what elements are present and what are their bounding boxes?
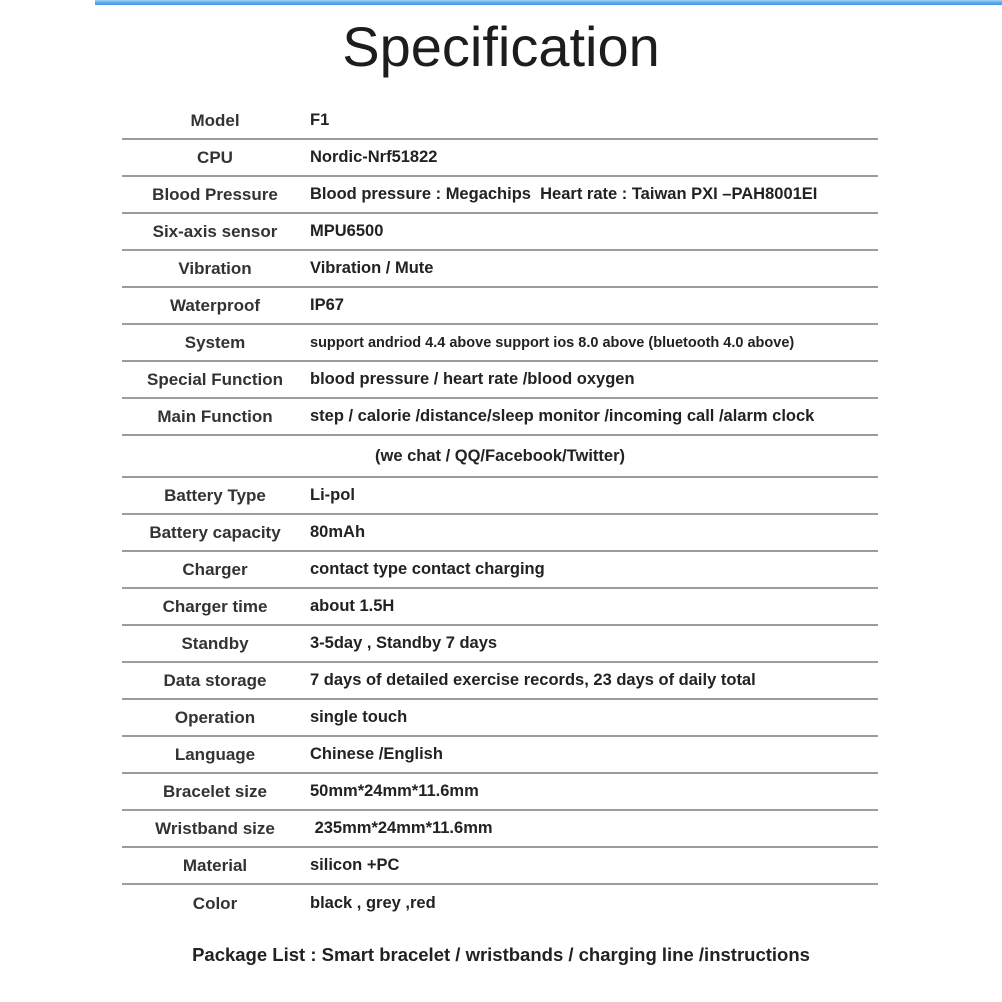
spec-label: Battery capacity [149,522,281,542]
spec-label: CPU [197,147,233,167]
spec-label: Color [192,893,238,913]
spec-label: Waterproof [169,295,261,315]
spec-label: Language [174,744,256,764]
spec-value: 50mm*24mm*11.6mm [310,782,479,800]
spec-row-battery-capacity [122,515,878,552]
spec-row-language [122,737,878,774]
spec-row-standby [122,626,878,663]
spec-row-charger [122,552,878,589]
spec-row-main-function [122,399,878,436]
spec-value: blood pressure / heart rate /blood oxygen [310,370,635,388]
spec-row-special-function [122,362,878,399]
spec-value: black , grey ,red [310,894,436,912]
spec-value: Blood pressure : Megachips Heart rate : Taiwan PXI –PAH8001EI [310,185,818,203]
spec-value: 3-5day , Standby 7 days [310,634,498,652]
spec-value: 235mm*24mm*11.6mm [310,819,493,837]
spec-label: Six-axis sensor [152,221,278,241]
spec-label: Blood Pressure [152,184,278,204]
spec-row-waterproof [122,288,878,325]
spec-label: Operation [174,707,256,727]
spec-row-model [122,103,878,140]
spec-row-system [122,325,878,362]
spec-table [122,103,878,922]
spec-value: support andriod 4.4 above support ios 8.0 above (bluetooth 4.0 above) [310,334,795,351]
package-list: Package List : Smart bracelet / wristbands / charging line /instructions [192,944,810,965]
spec-row-data-storage [122,663,878,700]
top-accent-bar [95,0,1002,5]
spec-label: Main Function [157,406,273,426]
spec-row-six-axis-sensor [122,214,878,251]
spec-value: F1 [310,111,330,129]
spec-value: Vibration / Mute [310,259,434,277]
spec-label: Wristband size [155,818,275,838]
spec-row-wristband-size [122,811,878,848]
spec-label: Model [190,110,240,130]
spec-value: 80mAh [310,523,366,541]
spec-label: Standby [181,633,249,653]
spec-label: Material [182,855,248,875]
spec-row-battery-type [122,478,878,515]
spec-label: Data storage [163,670,267,690]
page-title: Specification [342,15,660,78]
spec-label: Charger time [162,596,268,616]
spec-value: about 1.5H [310,597,395,615]
spec-row-vibration [122,251,878,288]
spec-label: System [184,332,246,352]
spec-row-color [122,885,878,922]
spec-label: Charger [182,559,248,579]
spec-row-blood-pressure [122,177,878,214]
spec-label: Bracelet size [163,781,267,801]
spec-value: Chinese /English [310,745,443,763]
spec-row-main-function-continued [122,436,878,478]
spec-row-bracelet-size [122,774,878,811]
spec-value: contact type contact charging [310,560,545,578]
spec-value: IP67 [310,296,344,314]
spec-value: silicon +PC [310,856,400,874]
spec-value: Li-pol [310,486,355,504]
spec-label: Special Function [146,369,284,389]
spec-value: MPU6500 [310,222,384,240]
spec-row-cpu [122,140,878,177]
spec-value: step / calorie /distance/sleep monitor /incoming call /alarm clock [310,407,815,425]
spec-row-material [122,848,878,885]
spec-row-operation [122,700,878,737]
spec-value: single touch [310,708,408,726]
spec-value: 7 days of detailed exercise records, 23 days of daily total [310,671,756,689]
spec-value: (we chat / QQ/Facebook/Twitter) [375,446,625,465]
spec-label: Vibration [178,258,252,278]
spec-value: Nordic-Nrf51822 [310,148,438,166]
spec-row-charger-time [122,589,878,626]
spec-label: Battery Type [164,485,266,505]
